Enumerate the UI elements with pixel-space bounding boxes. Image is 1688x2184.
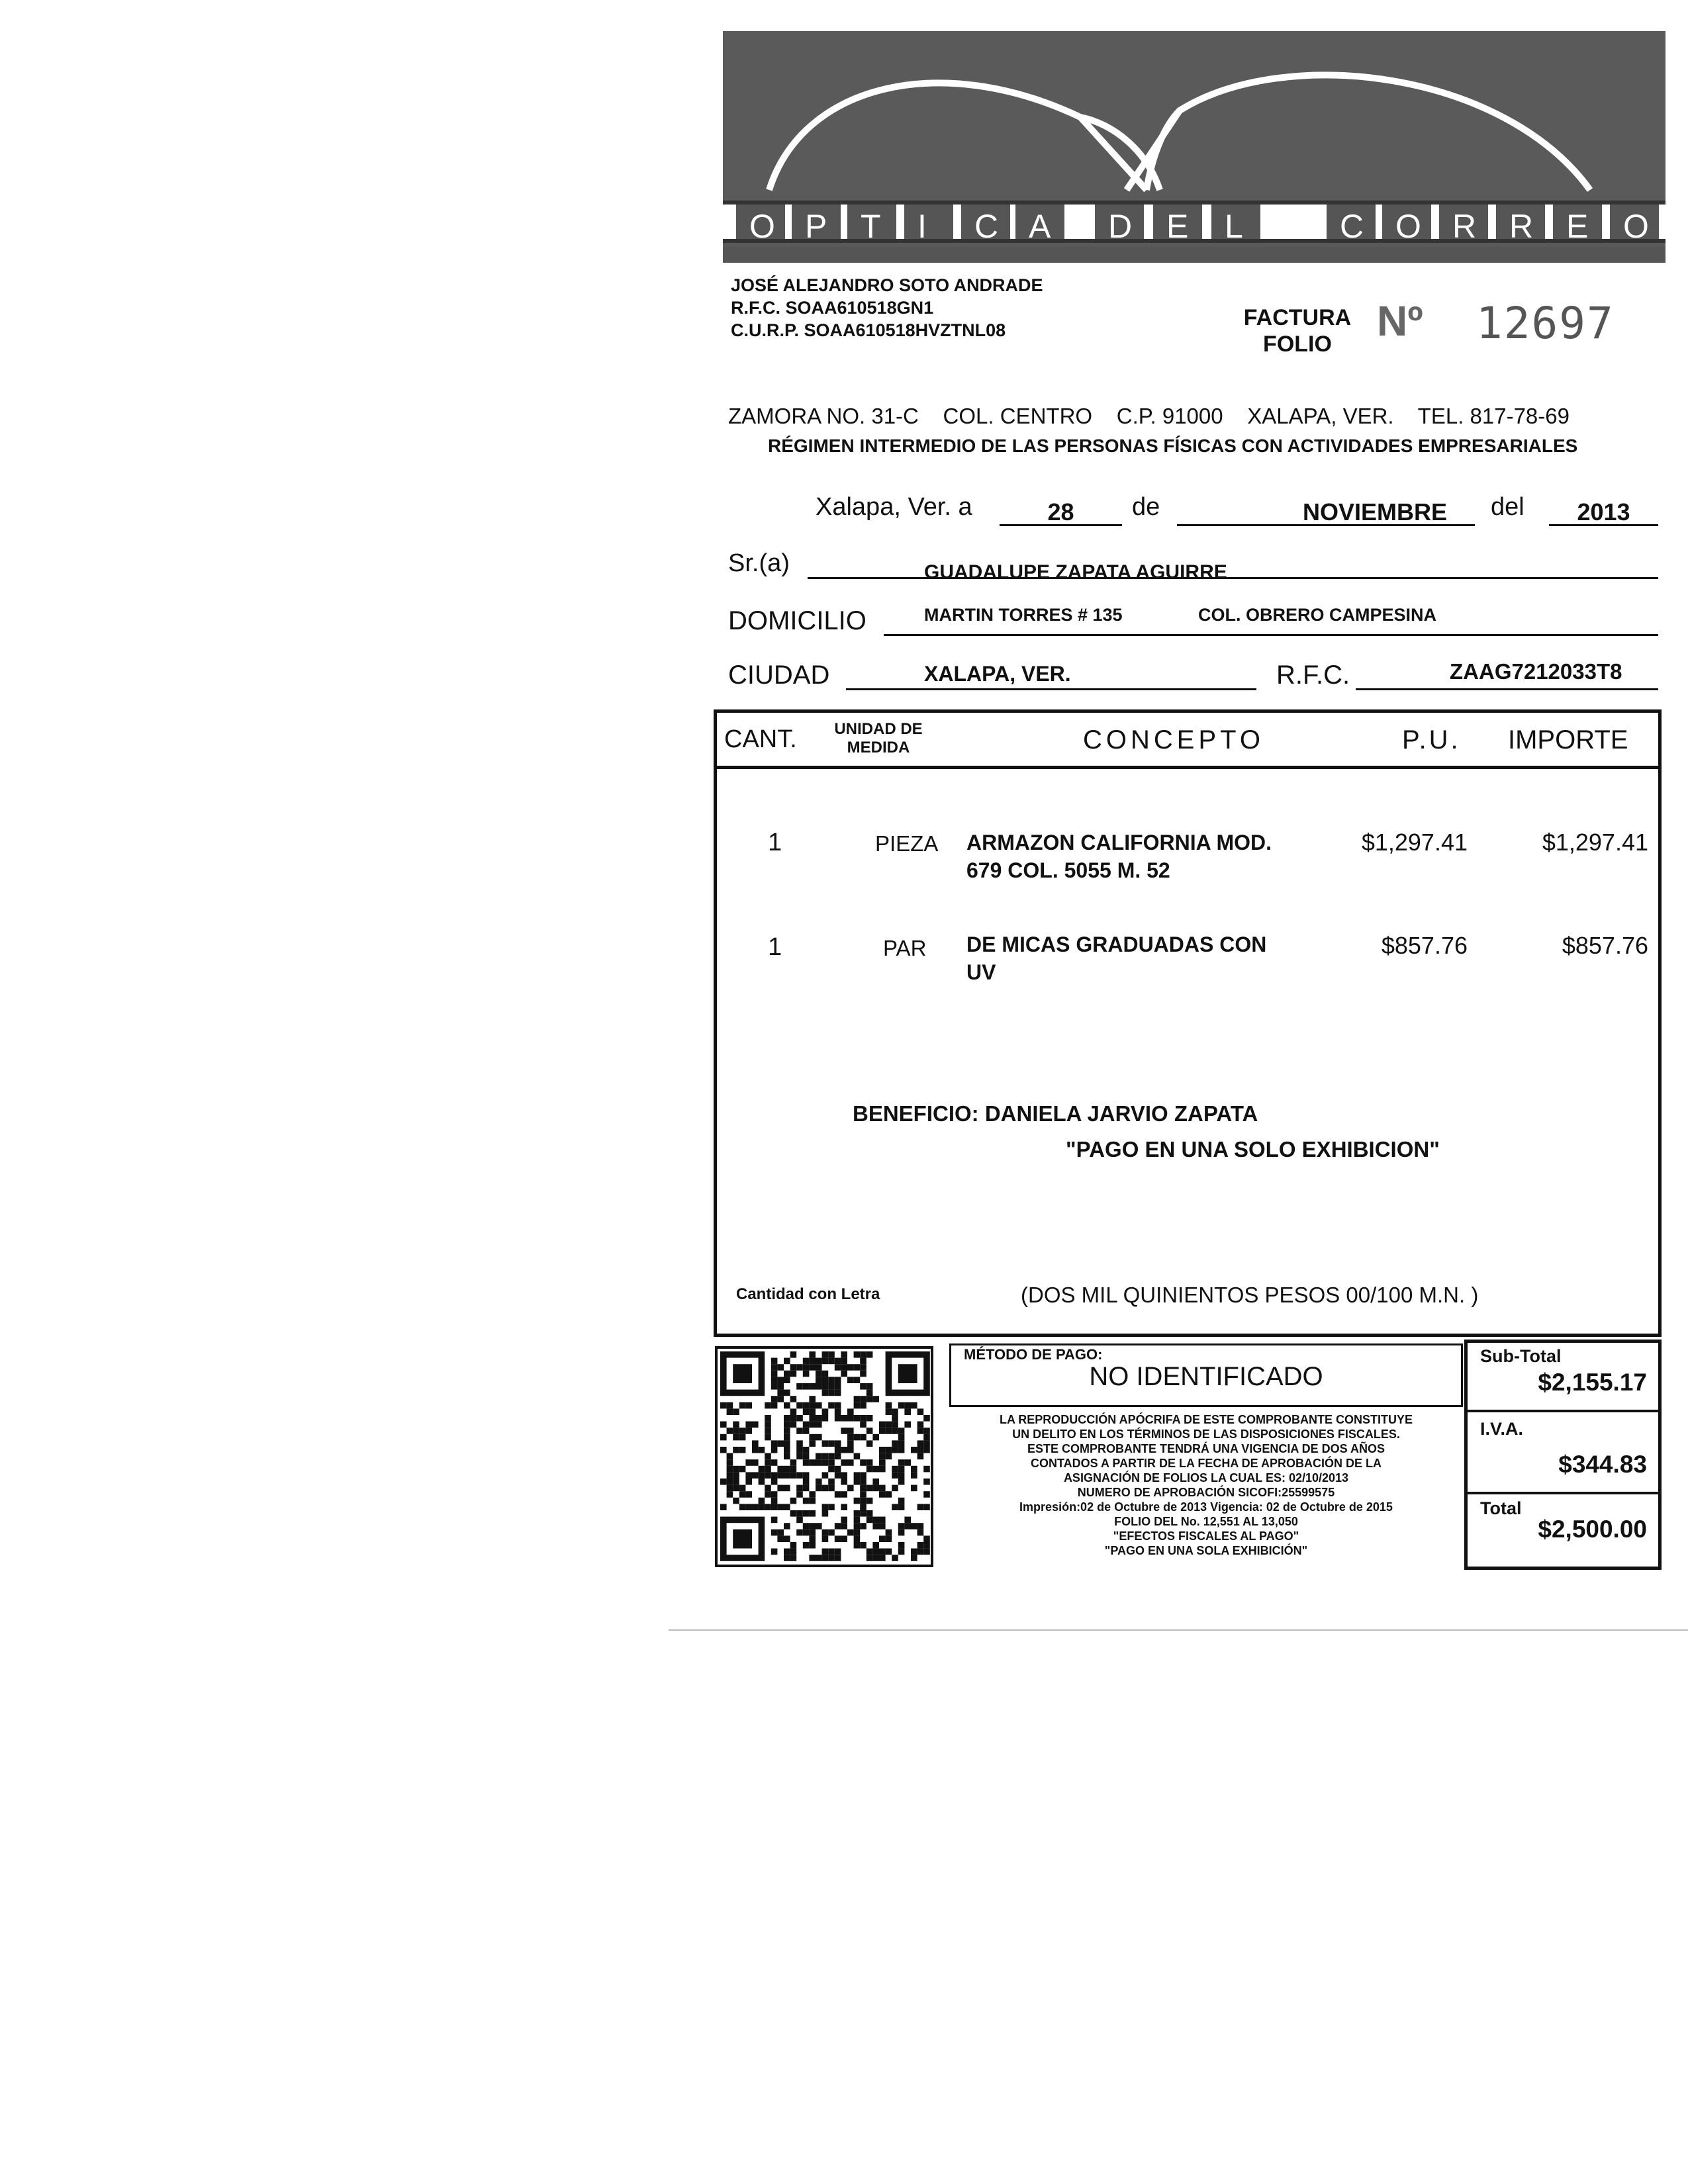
payment-method-value: NO IDENTIFICADO [1089, 1362, 1323, 1391]
legal-line: CONTADOS A PARTIR DE LA FECHA DE APROBACIÓN DE LA [1031, 1457, 1382, 1470]
legal-line: Impresión:02 de Octubre de 2013 Vigencia: 02 de Octubre de 2015 [1019, 1500, 1393, 1514]
issuer-name: JOSÉ ALEJANDRO SOTO ANDRADE [731, 275, 1043, 295]
header-pu: P.U. [1402, 725, 1461, 754]
brand-letter-cell [904, 205, 953, 245]
brand-letter: P [805, 208, 827, 245]
row-pu: $857.76 [1381, 932, 1468, 959]
brand-letter-cell [1153, 205, 1202, 245]
domicilio-label: DOMICILIO [728, 606, 867, 635]
header-concepto: CONCEPTO [1083, 725, 1264, 754]
subtotal-label: Sub-Total [1480, 1346, 1562, 1366]
ciudad-label: CIUDAD [728, 660, 830, 690]
row-concept [966, 829, 1272, 884]
issuer-address: ZAMORA NO. 31-C COL. CENTRO C.P. 91000 XALAPA, VER. TEL. 817-78-69 [728, 404, 1570, 428]
legal-line: ESTE COMPROBANTE TENDRÁ UNA VIGENCIA DE DOS AÑOS [1027, 1442, 1385, 1455]
header-importe: IMPORTE [1508, 725, 1628, 754]
client-colonia: COL. OBRERO CAMPESINA [1198, 605, 1437, 625]
legal-line: FOLIO DEL No. 12,551 AL 13,050 [1114, 1515, 1298, 1528]
date-month: NOVIEMBRE [1303, 498, 1448, 525]
brand-letter: O [749, 208, 775, 245]
brand-letter-cell [792, 205, 841, 245]
header-unidad [816, 720, 941, 757]
legal-line: LA REPRODUCCIÓN APÓCRIFA DE ESTE COMPROBANTE CONSTITUYE [999, 1413, 1413, 1426]
brand-letter-cell [1439, 205, 1488, 245]
issuer-block [731, 274, 1043, 341]
brand-letter-cell [1015, 205, 1064, 245]
brand-letter-cell [1610, 205, 1659, 245]
iva-label: I.V.A. [1480, 1419, 1524, 1439]
header-cant: CANT. [724, 725, 797, 753]
beneficio-text: BENEFICIO: DANIELA JARVIO ZAPATA [853, 1101, 1258, 1126]
row-unit: PAR [883, 936, 927, 960]
row-concept-line1: DE MICAS GRADUADAS CON [966, 933, 1267, 956]
row-concept-line2: 679 COL. 5055 M. 52 [966, 858, 1170, 882]
brand-letter: R [1509, 208, 1534, 245]
banner-bottom-stripe [723, 247, 1665, 263]
folio-label [1238, 304, 1357, 357]
row-concept-line1: ARMAZON CALIFORNIA MOD. [966, 831, 1272, 854]
client-rfc: ZAAG7212033T8 [1450, 659, 1622, 684]
page-edge [669, 1629, 1688, 1631]
row-cant: 1 [768, 829, 782, 856]
client-city: XALAPA, VER. [924, 662, 1071, 686]
brand-letter-cell [1327, 205, 1376, 245]
legal-line: "EFECTOS FISCALES AL PAGO" [1113, 1529, 1299, 1543]
issuer-rfc: R.F.C. SOAA610518GN1 [731, 298, 934, 318]
brand-letter-cell [847, 205, 896, 245]
date-prefix: Xalapa, Ver. a [816, 493, 972, 521]
row-unit: PIEZA [875, 831, 939, 856]
date-day: 28 [1047, 498, 1074, 525]
letra-label: Cantidad con Letra [736, 1285, 880, 1303]
brand-letter-cell [1382, 205, 1431, 245]
brand-letter: I [917, 208, 927, 245]
table-header-divider [714, 766, 1662, 769]
legal-line: "PAGO EN UNA SOLA EXHIBICIÓN" [1104, 1544, 1308, 1557]
iva-value: $344.83 [1558, 1451, 1647, 1478]
legal-line: NUMERO DE APROBACIÓN SICOFI:25599575 [1077, 1486, 1335, 1499]
subtotal-value: $2,155.17 [1538, 1369, 1647, 1396]
total-label: Total [1480, 1498, 1522, 1518]
pago-text: "PAGO EN UNA SOLO EXHIBICION" [1066, 1137, 1440, 1161]
brand-letter: T [861, 208, 881, 245]
issuer-curp: C.U.R.P. SOAA610518HVZTNL08 [731, 320, 1006, 340]
brand-letter-cell [1496, 205, 1545, 245]
payment-method-label: MÉTODO DE PAGO: [964, 1346, 1103, 1363]
brand-letter-cell [1095, 205, 1144, 245]
items-table [714, 709, 1662, 1337]
arches-logo [723, 31, 1665, 201]
header-unidad-line2: MEDIDA [847, 739, 910, 756]
brand-letter: D [1108, 208, 1133, 245]
issuer-regime: RÉGIMEN INTERMEDIO DE LAS PERSONAS FÍSICAS CON ACTIVIDADES EMPRESARIALES [768, 435, 1578, 456]
total-value: $2,500.00 [1538, 1516, 1647, 1543]
legal-line: UN DELITO EN LOS TÉRMINOS DE LAS DISPOSICIONES FISCALES. [1012, 1428, 1400, 1441]
legal-text [949, 1412, 1463, 1558]
brand-letter-cell [961, 205, 1010, 245]
brand-letter-cell [736, 205, 785, 245]
date-del: del [1491, 493, 1524, 521]
client-street: MARTIN TORRES # 135 [924, 605, 1123, 625]
row-concept [966, 931, 1266, 986]
brand-letter: L [1225, 208, 1243, 245]
brand-letter-cell [1211, 205, 1260, 245]
folio-no-sign: Nº [1377, 297, 1423, 345]
brand-letter: C [1340, 208, 1364, 245]
brand-letter: R [1452, 208, 1477, 245]
folio-label-folio: FOLIO [1263, 332, 1332, 357]
brand-letter: A [1029, 208, 1051, 245]
folio-number: 12697 [1476, 298, 1615, 349]
rfc-label: R.F.C. [1276, 660, 1350, 690]
date-year: 2013 [1577, 498, 1630, 525]
row-importe: $1,297.41 [1542, 829, 1648, 856]
row-cant: 1 [768, 933, 782, 961]
qr-code [715, 1346, 933, 1567]
client-sr-label: Sr.(a) [728, 549, 790, 577]
brand-letter: O [1623, 208, 1649, 245]
folio-label-factura: FACTURA [1243, 305, 1352, 330]
header-unidad-line1: UNIDAD DE [834, 720, 923, 738]
row-concept-line2: UV [966, 960, 996, 984]
brand-letter: O [1395, 208, 1421, 245]
brand-name-bar [723, 201, 1665, 243]
row-pu: $1,297.41 [1361, 829, 1468, 856]
brand-letter-cell [1553, 205, 1602, 245]
legal-line: ASIGNACIÓN DE FOLIOS LA CUAL ES: 02/10/2013 [1063, 1471, 1349, 1484]
client-name: GUADALUPE ZAPATA AGUIRRE [924, 561, 1227, 583]
row-importe: $857.76 [1562, 932, 1648, 959]
brand-letter: E [1166, 208, 1189, 245]
letra-amount: (DOS MIL QUINIENTOS PESOS 00/100 M.N. ) [1021, 1283, 1479, 1307]
brand-letter: C [974, 208, 999, 245]
brand-letter: E [1566, 208, 1589, 245]
date-de: de [1132, 493, 1160, 521]
